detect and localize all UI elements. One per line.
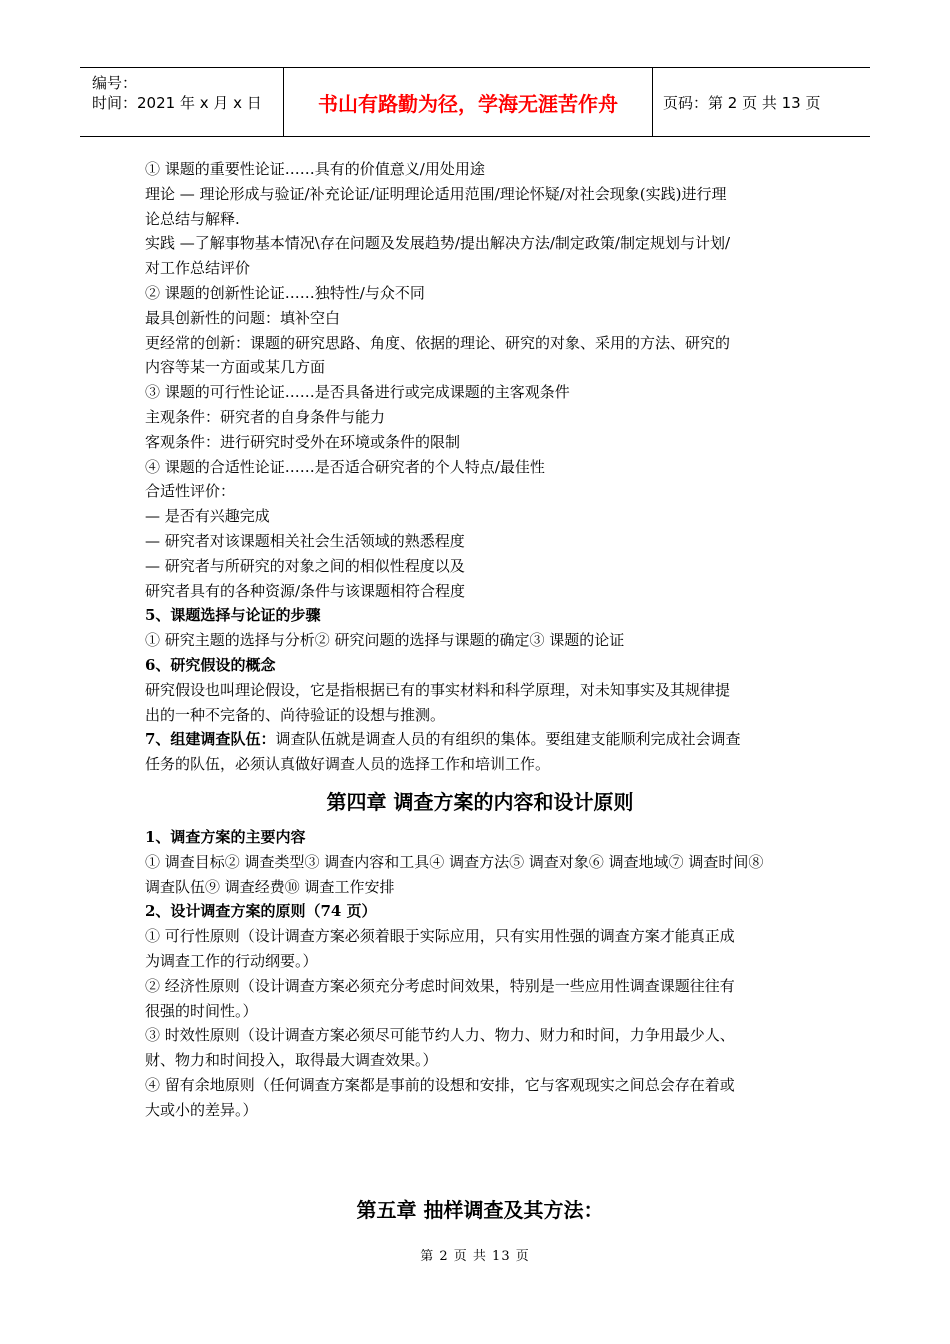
header-motto: 书山有路勤为径，学海无涯苦作舟	[283, 68, 653, 136]
section-heading: 6、研究假设的概念	[145, 655, 276, 674]
section-heading: 5、课题选择与论证的步骤	[145, 606, 321, 625]
team-text: 调查队伍就是调查人员的有组织的集体。要组建支能顺利完成社会调查	[275, 730, 741, 749]
text-line: ④ 留有余地原则（任何调查方案都是事前的设想和安排，它与客观现实之间总会存在着或	[145, 1075, 735, 1094]
text-line: — 研究者与所研究的对象之间的相似性程度以及	[145, 556, 465, 575]
text-line: ② 课题的创新性论证……独特性/与众不同	[145, 283, 425, 302]
text-line: 调查队伍⑨ 调查经费⑩ 调查工作安排	[145, 877, 395, 896]
page-footer: 第 2 页 共 13 页	[420, 1249, 530, 1264]
text-line: 客观条件：进行研究时受外在环境或条件的限制	[145, 432, 461, 451]
paragraph-team-cont: 任务的队伍，必须认真做好调查人员的选择工作和培训工作。	[145, 755, 551, 774]
text-line: 研究者具有的各种资源/条件与该课题相符合程度	[145, 581, 466, 600]
team-label: 7、组建调查队伍：	[145, 730, 276, 749]
section-heading: 2、设计调查方案的原则（74 页）	[145, 902, 377, 921]
text-line: — 是否有兴趣完成	[145, 507, 270, 526]
paragraph-team	[145, 727, 815, 752]
text-line: 实践 —了解事物基本情况\存在问题及发展趋势/提出解决方法/制定政策/制定规划与计划/	[145, 234, 731, 253]
text-line: 出的一种不完备的、尚待验证的设想与推测。	[145, 705, 446, 724]
text-line: 更经常的创新：课题的研究思路、角度、依据的理论、研究的对象、采用的方法、研究的	[145, 333, 731, 352]
text-line: 大或小的差异。）	[145, 1100, 258, 1119]
text-line: ② 经济性原则（设计调查方案必须充分考虑时间效果，特别是一些应用性调查课题往往有	[145, 976, 735, 995]
text-line: ① 调查目标② 调查类型③ 调查内容和工具④ 调查方法⑤ 调查对象⑥ 调查地域⑦ 调查时间⑧	[145, 852, 764, 871]
text-line: ③ 时效性原则（设计调查方案必须尽可能节约人力、物力、财力和时间，力争用最少人、	[145, 1026, 735, 1045]
text-line: 财、物力和时间投入，取得最大调查效果。）	[145, 1051, 438, 1070]
chapter-4-lines	[145, 825, 815, 1123]
text-line: 为调查工作的行动纲要。）	[145, 951, 318, 970]
text-line: 很强的时间性。）	[145, 1001, 258, 1020]
text-line: ① 研究主题的选择与分析② 研究问题的选择与课题的确定③ 课题的论证	[145, 631, 625, 650]
section-heading: 1、调查方案的主要内容	[145, 827, 306, 846]
chapter-5-title: 第五章 抽样调查及其方法：	[356, 1198, 604, 1223]
text-line: ① 可行性原则（设计调查方案必须着眼于实际应用，只有实用性强的调查方案才能真正成	[145, 927, 735, 946]
text-line: — 研究者对该课题相关社会生活领域的熟悉程度	[145, 531, 465, 550]
text-line: 合适性评价：	[145, 482, 236, 501]
section-lines	[145, 157, 815, 727]
document-date: 时间：2021 年 x 月 x 日	[92, 94, 262, 112]
chapter-4-title: 第四章 调查方案的内容和设计原则	[326, 789, 634, 814]
text-line: 主观条件：研究者的自身条件与能力	[145, 407, 386, 426]
document-number: 编号：	[92, 74, 138, 92]
text-line: 对工作总结评价	[145, 259, 251, 278]
text-line: ③ 课题的可行性论证……是否具备进行或完成课题的主客观条件	[145, 383, 570, 402]
header-page-number: 页码：第 2 页 共 13 页	[663, 93, 821, 112]
header-meta	[80, 68, 283, 136]
text-line: ① 课题的重要性论证……具有的价值意义/用处用途	[145, 160, 485, 178]
text-line: 最具创新性的问题：填补空白	[145, 308, 341, 327]
text-line: 理论 — 理论形成与验证/补充论证/证明理论适用范围/理论怀疑/对社会现象(实践)进行理	[145, 184, 727, 203]
text-line: ④ 课题的合适性论证……是否适合研究者的个人特点/最佳性	[145, 457, 545, 476]
document-body	[145, 157, 815, 1223]
text-line: 研究假设也叫理论假设，它是指根据已有的事实材料和科学原理，对未知事实及其规律提	[145, 680, 731, 699]
text-line: 论总结与解释.	[145, 209, 240, 228]
page-header	[80, 67, 870, 137]
text-line: 内容等某一方面或某几方面	[145, 358, 326, 377]
